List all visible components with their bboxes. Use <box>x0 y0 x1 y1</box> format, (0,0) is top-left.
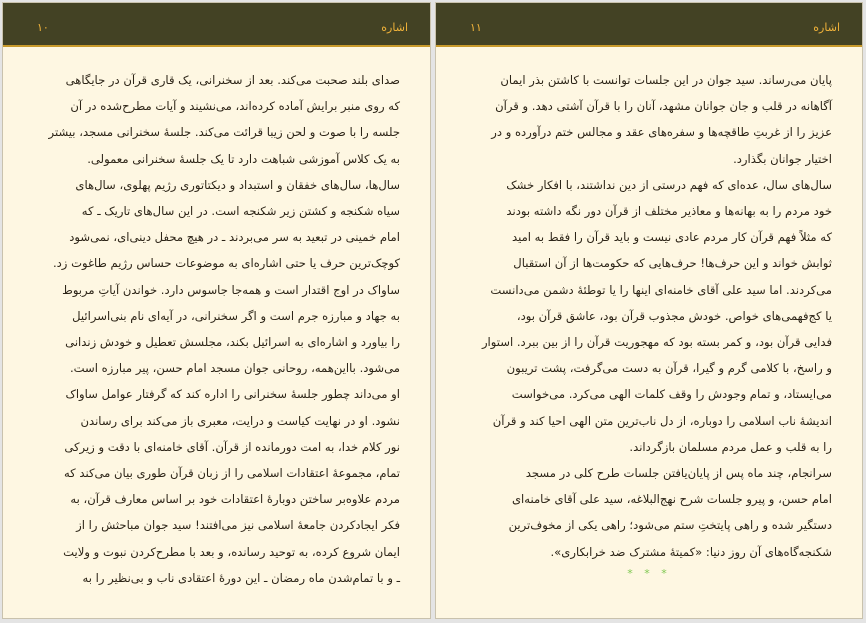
left-page-number: ۱۰ <box>37 21 49 34</box>
left-header-title: اشاره <box>381 21 408 34</box>
right-page-header <box>436 3 862 47</box>
right-page <box>435 2 863 619</box>
left-page <box>2 2 431 619</box>
left-page-header <box>3 3 430 47</box>
right-page-text: پایان می‌رساند. سید جوان در این جلسات توانست با کاشتن بذر ایمان آگاهانه در قلب و جان جوانان مشهد، آنان را با قرآن آشتی دهد. و قرآن عزیز را از غربتِ طاقچه‌ها و سفره‌های عقد و مجالس ختم درآورده و در اختیار جوانان بگذارد. سال‌های سال، عده‌ای که فهم درستی از دین نداشتند، با افکار خشک خود مردم را به بهانه‌ها و معاذیر مختلف از قرآن دور نگه داشته بودند که مثلاً فهم قرآن کار مردم عادی نیست و باید قرآن را فقط به امید ثوابش خواند و این حرف‌ها! حرف‌هایی که حکومت‌ها از آن استقبال می‌کردند. اما سید علی آقای خامنه‌ای اینها را یا توطئهٔ دشمن می‌دانست یا کج‌فهمی‌های خواص. خودش مجذوب قرآن بود، عاشق قرآن بود، فدایی قرآن بود، و کمر بسته بود که مهجوریت قرآن را از بین ببرد. استوار و راسخ، با کلامی گرم و گیرا، قرآن به دست می‌گرفت، پشت تریبون می‌ایستاد، و تمام وجودش را وقف کلمات الهی می‌کرد. می‌خواست اندیشهٔ ناب اسلامی را دوباره، از دل ناب‌ترین متن الهی احیا کند و قرآن را به قلب و عمل مردم مسلمان بازگرداند. سرانجام، چند ماه پس از پایان‌یافتن جلسات طرح کلی در مسجد امام حسن، و پیرو جلسات شرح نهج‌البلاغه، سید علی آقای خامنه‌ای دستگیر شده و راهی پایتختِ ستم می‌شود؛ راهی یکی از مخوف‌ترین شکنجه‌گاه‌های آن روز دنیا: «کمیتهٔ مشترک ضد خرابکاری». <box>481 73 832 559</box>
section-ornament: * * * <box>627 567 671 580</box>
left-page-text: صدای بلند صحبت می‌کند. بعد از سخنرانی، یک قاری قرآن در جایگاهی که روی منبر برایش آماده کرده‌اند، می‌نشیند و آیات مطرح‌شده در آن جلسه را با صوت و لحن زیبا قرائت می‌کند. جلسهٔ سخنرانی مسجد، بیشتر به یک کلاس آموزشی شباهت دارد تا یک جلسهٔ سخنرانی معمولی. سال‌ها، سال‌های خفقان و استبداد و دیکتاتوری رژیم پهلوی، سال‌های سیاه شکنجه و کشتن زیر شکنجه است. در این سال‌های تاریک ـ که امام خمینی در تبعید به سر می‌بردند ـ در هیچ محفل دینی‌ای، نمی‌شود کوچک‌ترین حرف یا حتی اشاره‌ای به موضوعات حساس رژیم طاغوت زد. ساواک در اوج اقتدار است و همه‌جا جاسوس دارد. خواندن آیاتِ مربوط به جهاد و مبارزه جرم است و اگر سخنرانی، در آیه‌ای نام بنی‌اسرائیل را بیاورد و اشاره‌ای به اسرائیل بکند، مجلسش تعطیل و خودش زندانی می‌شود. بااین‌همه، روحانی جوان مسجد امام حسن، پیر مبارزه است. او می‌داند چطور جلسهٔ سخنرانی را اداره کند که گرفتار عوامل ساواک نشود. او در نهایت کیاست و درایت، معبری باز می‌کند برای رساندن نور کلام خدا، به امت دورمانده از قرآن. آقای خامنه‌ای با دقت و زیرکی تمام، مجموعهٔ اعتقادات اسلامی را از زبان قرآن طوری بیان می‌کند که مردم علاوه‌بر ساختن دوبارهٔ اعتقادات خود بر اساس معارف قرآن، به فکر ایجادکردن جامعهٔ اسلامی نیز می‌افتند! سید جوان مباحثش را از ایمان شروع کرده، به توحید رسانده، و بعد با مطرح‌کردن نبوت و ولایت ـ و با تمام‌شدن ماه رمضان ـ این دورهٔ اعتقادی ناب و بی‌نظیر را به <box>48 73 400 585</box>
right-header-title: اشاره <box>813 21 840 34</box>
right-page-number: ۱۱ <box>470 21 482 34</box>
